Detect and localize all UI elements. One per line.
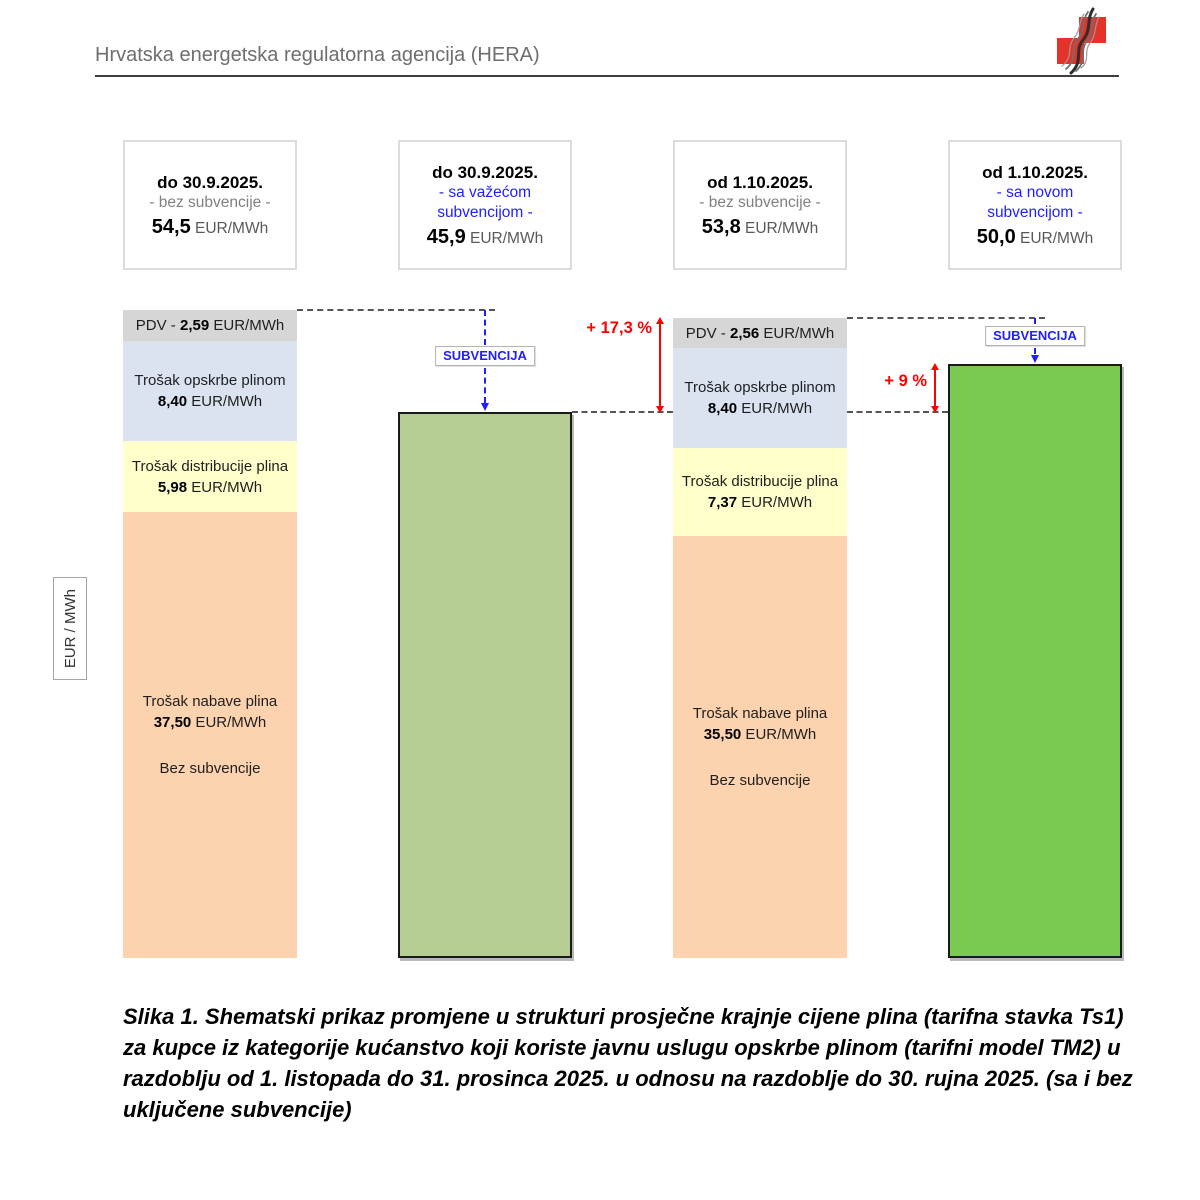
- value-text: 8,40: [707, 400, 738, 418]
- price-summary-box: [398, 140, 572, 270]
- subsidized-bar: [948, 364, 1122, 958]
- value-text: 50,0: [976, 225, 1016, 248]
- value-text: 35,50: [703, 725, 742, 743]
- subsidy-arrowhead-icon: [1031, 355, 1039, 363]
- segment-note: Bez subvencije: [159, 760, 261, 778]
- value-text: 45,9: [426, 225, 466, 248]
- stacked-bar: [673, 318, 847, 958]
- price-box-period: do 30.9.2025.: [432, 162, 538, 182]
- percent-change-arrow: [934, 369, 936, 408]
- price-box-period: od 1.10.2025.: [707, 172, 813, 192]
- subsidy-label: SUBVENCIJA: [435, 346, 535, 366]
- price-box-variant: - sa važećom subvencijom -: [437, 183, 533, 221]
- bar-segment: [123, 341, 297, 441]
- segment-note: Bez subvencije: [709, 771, 811, 789]
- price-box-variant: - bez subvencije -: [699, 193, 821, 211]
- value-text: 8,40: [157, 393, 188, 411]
- price-summary-box: [948, 140, 1122, 270]
- price-box-period: od 1.10.2025.: [982, 162, 1088, 182]
- dashed-connector: [847, 317, 1045, 319]
- segment-label: PDV - 2,59 EUR/MWh: [135, 317, 285, 335]
- price-box-value: 50,0 EUR/MWh: [976, 225, 1094, 248]
- price-summary-box: [123, 140, 297, 270]
- price-box-variant: - bez subvencije -: [149, 193, 271, 211]
- bar-segment: [123, 441, 297, 512]
- segment-value: 8,40 EUR/MWh: [707, 400, 813, 418]
- bar-segment: [673, 536, 847, 958]
- value-text: 5,98: [157, 478, 188, 496]
- segment-label: Trošak opskrbe plinom: [684, 379, 836, 397]
- y-axis-label: EUR / MWh: [61, 588, 79, 669]
- dashed-connector: [297, 309, 495, 311]
- segment-label: Trošak nabave plina: [142, 693, 278, 711]
- bar-segment: [673, 318, 847, 348]
- stacked-bar: [123, 310, 297, 958]
- segment-value: 8,40 EUR/MWh: [157, 393, 263, 411]
- segment-value: 35,50 EUR/MWh: [703, 725, 817, 743]
- value-text: 2,59: [179, 317, 210, 335]
- percent-arrowhead-up-icon: [931, 363, 939, 370]
- value-text: 53,8: [701, 215, 741, 238]
- price-box-value: 53,8 EUR/MWh: [701, 215, 819, 238]
- value-text: 7,37: [707, 494, 738, 512]
- price-summary-box: [673, 140, 847, 270]
- value-text: 54,5: [151, 215, 191, 238]
- subsidy-arrowhead-icon: [481, 403, 489, 411]
- bar-segment: [673, 348, 847, 448]
- price-box-value: 45,9 EUR/MWh: [426, 225, 544, 248]
- page-title: Hrvatska energetska regulatorna agencija (HERA): [95, 44, 540, 66]
- segment-label: Trošak nabave plina: [692, 704, 828, 722]
- price-box-value: 54,5 EUR/MWh: [151, 215, 269, 238]
- segment-label: Trošak distribucije plina: [681, 473, 839, 491]
- price-box-variant: - sa novom subvencijom -: [987, 183, 1083, 221]
- bar-segment: [123, 310, 297, 341]
- segment-label: PDV - 2,56 EUR/MWh: [685, 324, 835, 342]
- segment-value: 37,50 EUR/MWh: [153, 714, 267, 732]
- subsidized-bar: [398, 412, 572, 958]
- bar-segment: [123, 512, 297, 958]
- segment-label: Trošak distribucije plina: [131, 457, 289, 475]
- figure-caption: Slika 1. Shematski prikaz promjene u strukturi prosječne krajnje cijene plina (tarifna stavka Ts1) za kupce iz kategorije kućanstvo koji koriste javnu uslugu opskrbe plinom (tarifni model TM2) u razdoblju od 1. listopada do 31. prosinca 2025. u odnosu na razdoblje do 30. rujna 2025. (sa i bez uključene subvencije): [123, 1004, 1133, 1122]
- segment-label: Trošak opskrbe plinom: [134, 372, 286, 390]
- value-text: 2,56: [729, 324, 760, 342]
- percent-arrowhead-down-icon: [656, 406, 664, 413]
- percent-change-label: + 17,3 %: [586, 318, 652, 337]
- segment-value: 7,37 EUR/MWh: [707, 494, 813, 512]
- percent-change-label: + 9 %: [884, 371, 927, 390]
- bar-segment: [673, 448, 847, 536]
- percent-arrowhead-down-icon: [931, 406, 939, 413]
- segment-value: 5,98 EUR/MWh: [157, 478, 263, 496]
- percent-arrowhead-up-icon: [656, 317, 664, 324]
- value-text: 37,50: [153, 714, 192, 732]
- price-box-period: do 30.9.2025.: [157, 172, 263, 192]
- percent-change-arrow: [659, 323, 661, 407]
- subsidy-label: SUBVENCIJA: [985, 326, 1085, 346]
